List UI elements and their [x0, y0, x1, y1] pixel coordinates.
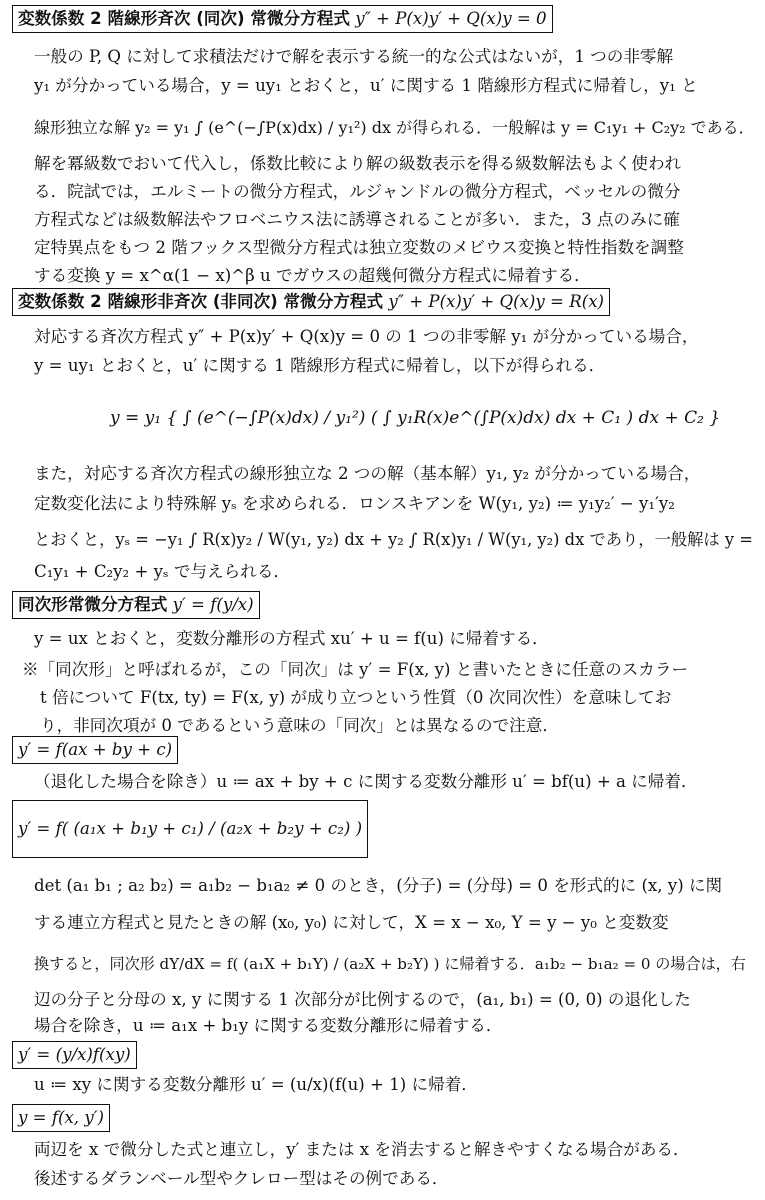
note-text: り，非同次項が 0 であるという意味の「同次」とは異なるので注意． [40, 716, 559, 735]
body-text-with-determinant: det (a₁ b₁ ; a₂ b₂) = a₁b₂ − b₁a₂ ≠ 0 のとき，(分子) = (分母) = 0 を形式的に (x, y) に関 [34, 876, 723, 895]
body-text: y = ux とおくと，変数分離形の方程式 xu′ + u = f(u) に帰着する． [34, 629, 549, 648]
body-text: する連立方程式と見たときの解 (x₀, y₀) に対して，X = x − x₀, Y = y − y₀ と変数変 [34, 913, 669, 932]
body-text-with-integral: 線形独立な解 y₂ = y₁ ∫ (e^(−∫P(x)dx) / y₁²) dx が得られる．一般解は y = C₁y₁ + C₂y₂ である． [34, 118, 755, 137]
body-text: 両辺を x で微分した式と連立し，y′ または x を消去すると解きやすくなる場合がある． [34, 1140, 690, 1159]
section-heading-xy-type: y′ = (y/x)f(xy) [12, 1041, 137, 1069]
section-heading-inhomogeneous-linear: 変数係数 2 階線形非斉次 (非同次) 常微分方程式 y″ + P(x)y′ + Q(x)y = R(x) [12, 288, 610, 316]
body-text: する変換 y = x^α(1 − x)^β u でガウスの超幾何微分方程式に帰着する． [34, 266, 591, 285]
body-text: 解を冪級数でおいて代入し，係数比較により解の級数表示を得る級数解法もよく使われ [34, 154, 682, 173]
body-text: 定数変化法により特殊解 yₛ を求められる．ロンスキアンを W(y₁, y₂) ≔ y₁y₂′ − y₁′y₂ [34, 494, 675, 513]
body-text: 定特異点をもつ 2 階フックス型微分方程式は独立変数のメビウス変換と特性指数を調整 [34, 238, 684, 257]
body-text: C₁y₁ + C₂y₂ + yₛ で与えられる． [34, 562, 291, 581]
section-heading-homogeneous-linear: 変数係数 2 階線形斉次 (同次) 常微分方程式 y″ + P(x)y′ + Q(x)y = 0 [12, 5, 553, 33]
body-text: y = uy₁ とおくと，u′ に関する 1 階線形方程式に帰着し，以下が得られる． [34, 356, 606, 375]
section-heading-linear-argument: y′ = f(ax + by + c) [12, 736, 178, 764]
note-text: t 倍について F(tx, ty) = F(x, y) が成り立つという性質（0 次同次性）を意味してお [40, 688, 672, 707]
body-text-with-integral: とおくと，yₛ = −y₁ ∫ R(x)y₂ / W(y₁, y₂) dx + y₂ ∫ R(x)y₁ / W(y₁, y₂) dx であり，一般解は y = [34, 530, 753, 549]
body-text: る．院試では，エルミートの微分方程式，ルジャンドルの微分方程式，ベッセルの微分 [34, 182, 681, 201]
section-heading-fractional-linear: y′ = f( (a₁x + b₁y + c₁) / (a₂x + b₂y + c₂) ) [12, 800, 368, 858]
body-text: 辺の分子と分母の x, y に関する 1 次部分が比例するので，(a₁, b₁) = (0, 0) の退化した [34, 990, 691, 1009]
section-heading-homogeneous-type: 同次形常微分方程式 y′ = f(y/x) [12, 591, 260, 619]
body-text: 対応する斉次方程式 y″ + P(x)y′ + Q(x)y = 0 の 1 つの非零解 y₁ が分かっている場合， [34, 327, 699, 346]
note-text: ※「同次形」と呼ばれるが，この「同次」は y′ = F(x, y) と書いたときに任意のスカラー [22, 660, 689, 679]
display-formula: y = y₁ { ∫ (e^(−∫P(x)dx) / y₁²) ( ∫ y₁R(x)e^(∫P(x)dx) dx + C₁ ) dx + C₂ } [110, 408, 721, 428]
body-text-with-fraction: 換すると，同次形 dY/dX = f( (a₁X + b₁Y) / (a₂X + b₂Y) ) に帰着する．a₁b₂ − b₁a₂ = 0 の場合は，右 [34, 955, 746, 973]
body-text: u ≔ xy に関する変数分離形 u′ = (u/x)(f(u) + 1) に帰着． [34, 1075, 478, 1094]
body-text: y₁ が分かっている場合，y = uy₁ とおくと，u′ に関する 1 階線形方程式に帰着し，y₁ と [34, 76, 698, 95]
body-text: 方程式などは級数解法やフロベニウス法に誘導されることが多い．また，3 点のみに確 [34, 210, 680, 229]
body-text: また，対応する斉次方程式の線形独立な 2 つの解（基本解）y₁, y₂ が分かっている場合， [34, 464, 701, 483]
body-text: （退化した場合を除き）u ≔ ax + by + c に関する変数分離形 u′ = bf(u) + a に帰着． [34, 772, 698, 791]
section-heading-implicit-type: y = f(x, y′) [12, 1104, 110, 1132]
body-text: 後述するダランベール型やクレロー型はその例である． [34, 1169, 449, 1188]
body-text: 場合を除き，u ≔ a₁x + b₁y に関する変数分離形に帰着する． [34, 1016, 503, 1035]
body-text: 一般の P, Q に対して求積法だけで解を表示する統一的な公式はないが，1 つの非零解 [34, 47, 674, 66]
